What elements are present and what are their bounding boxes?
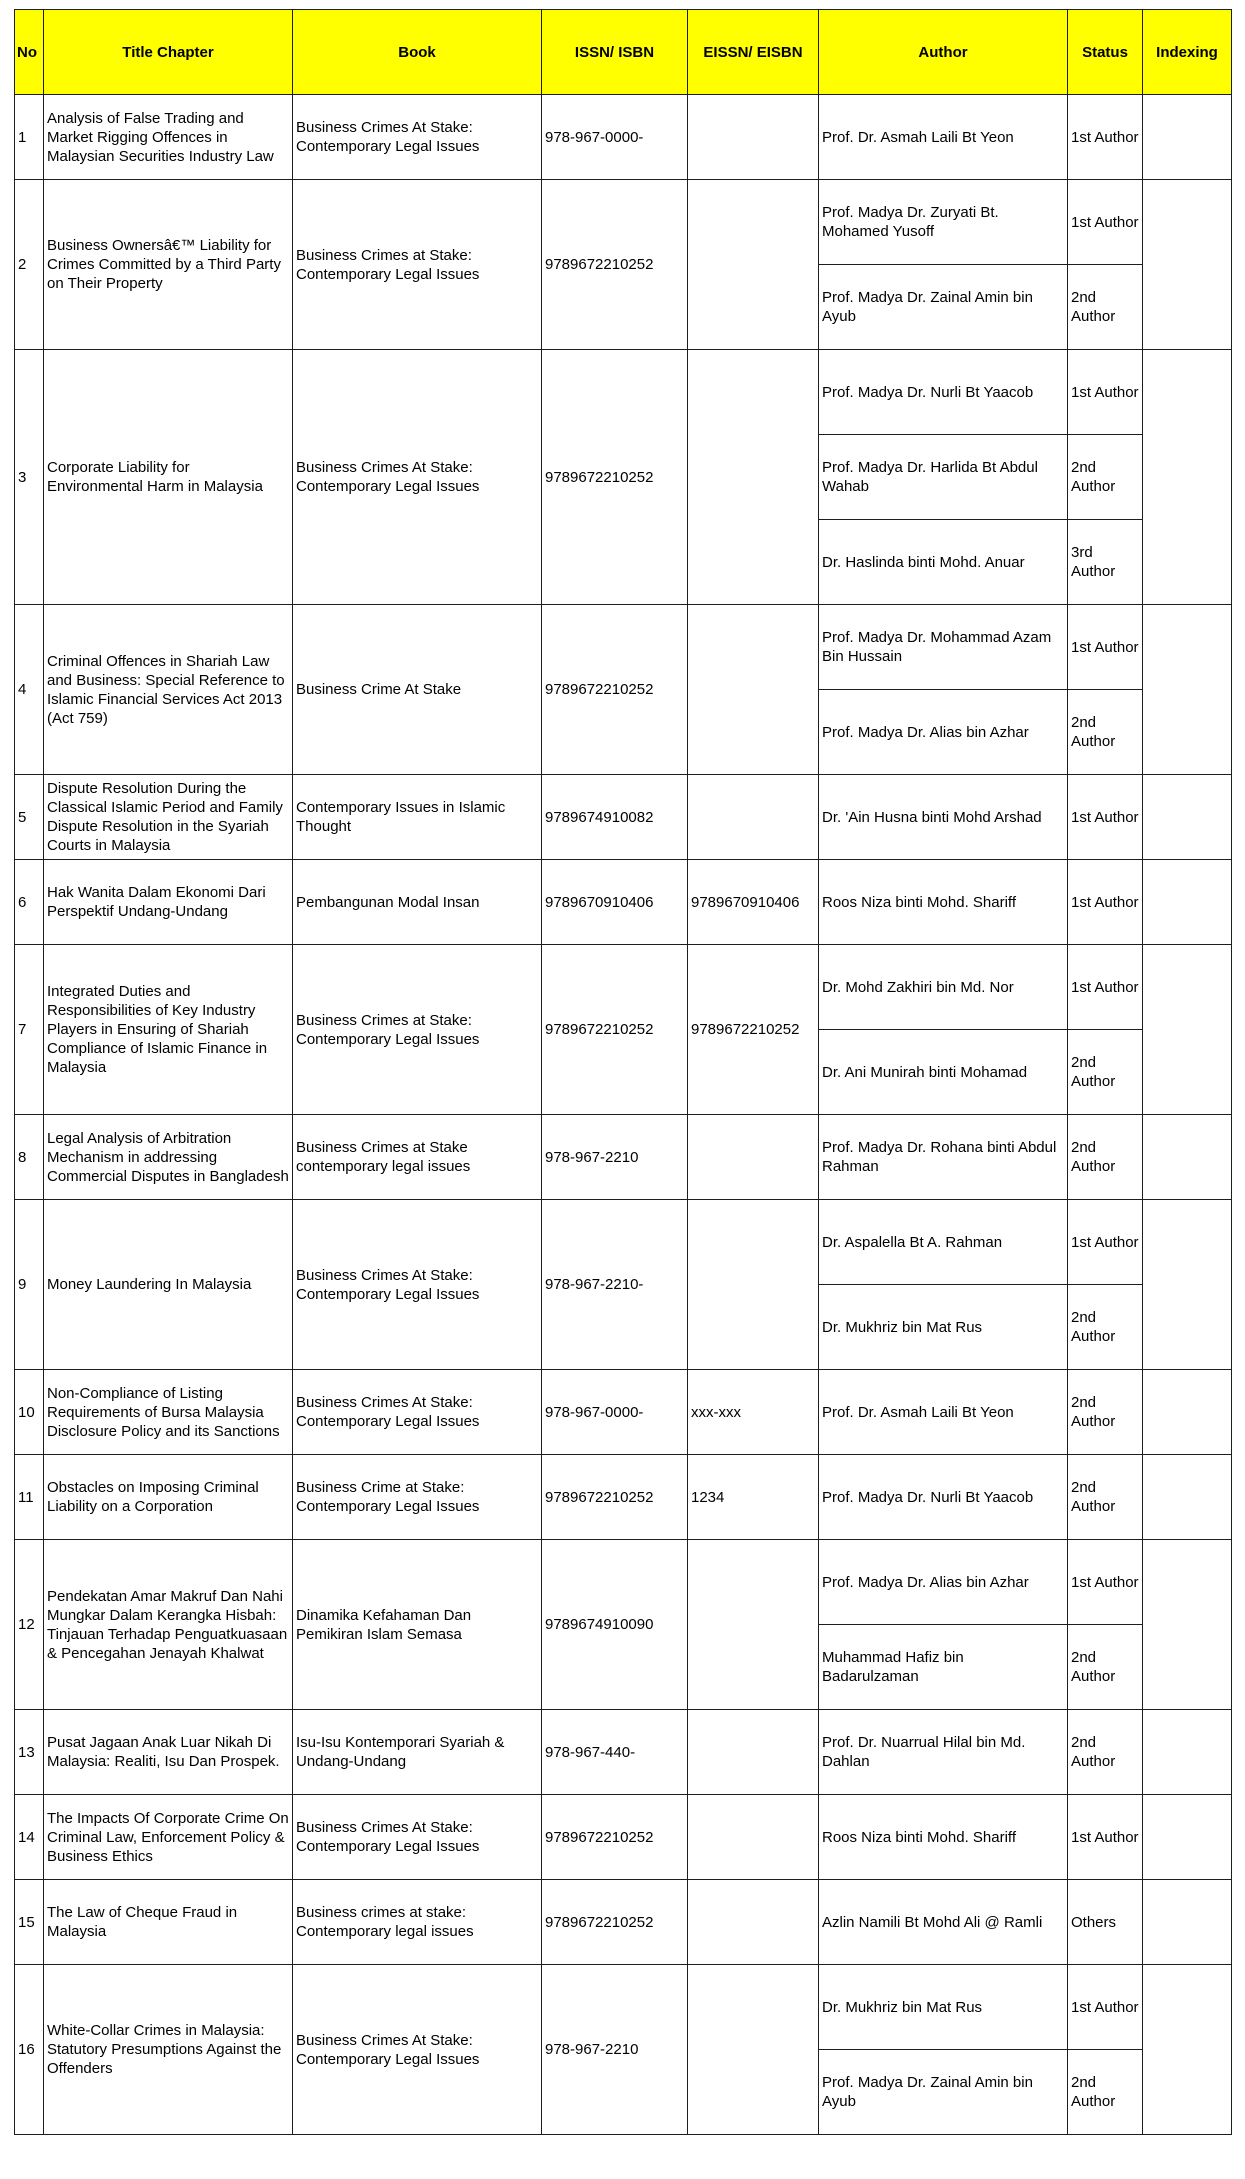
- book-title: Isu-Isu Kontemporari Syariah & Undang-Undang: [293, 1710, 542, 1795]
- indexing: [1143, 1880, 1232, 1965]
- author-status: 3rd Author: [1068, 520, 1143, 605]
- indexing: [1143, 1795, 1232, 1880]
- author-status: 2nd Author: [1068, 2050, 1143, 2135]
- author-status: 1st Author: [1068, 1200, 1143, 1285]
- author-name: Dr. 'Ain Husna binti Mohd Arshad: [819, 775, 1068, 860]
- eissn-eisbn: [688, 1710, 819, 1795]
- indexing: [1143, 1115, 1232, 1200]
- author-status: 1st Author: [1068, 605, 1143, 690]
- eissn-eisbn: [688, 605, 819, 775]
- table-row: [15, 775, 1232, 860]
- author-name: Dr. Mohd Zakhiri bin Md. Nor: [819, 945, 1068, 1030]
- author-name: Prof. Dr. Nuarrual Hilal bin Md. Dahlan: [819, 1710, 1068, 1795]
- chapter-title: Pendekatan Amar Makruf Dan Nahi Mungkar Dalam Kerangka Hisbah: Tinjauan Terhadap Penguatkuasaan & Pencegahan Jenayah Khalwat: [44, 1540, 293, 1710]
- book-title: Business Crimes At Stake: Contemporary Legal Issues: [293, 1200, 542, 1370]
- author-status: 2nd Author: [1068, 1285, 1143, 1370]
- book-title: Business Crimes at Stake: Contemporary Legal Issues: [293, 945, 542, 1115]
- book-title: Business crimes at stake: Contemporary legal issues: [293, 1880, 542, 1965]
- row-number: 11: [15, 1455, 44, 1540]
- book-title: Business Crimes At Stake: Contemporary Legal Issues: [293, 1795, 542, 1880]
- row-number: 1: [15, 95, 44, 180]
- author-status: 1st Author: [1068, 945, 1143, 1030]
- indexing: [1143, 180, 1232, 350]
- author-name: Prof. Dr. Asmah Laili Bt Yeon: [819, 95, 1068, 180]
- chapter-title: Pusat Jagaan Anak Luar Nikah Di Malaysia: Realiti, Isu Dan Prospek.: [44, 1710, 293, 1795]
- issn-isbn: 978-967-0000-: [542, 1370, 688, 1455]
- issn-isbn: 9789674910090: [542, 1540, 688, 1710]
- header-author: Author: [819, 10, 1068, 95]
- chapter-title: Analysis of False Trading and Market Rigging Offences in Malaysian Securities Industry Law: [44, 95, 293, 180]
- author-name: Dr. Aspalella Bt A. Rahman: [819, 1200, 1068, 1285]
- author-name: Prof. Madya Dr. Rohana binti Abdul Rahman: [819, 1115, 1068, 1200]
- issn-isbn: 978-967-2210-: [542, 1200, 688, 1370]
- chapter-title: White-Collar Crimes in Malaysia: Statutory Presumptions Against the Offenders: [44, 1965, 293, 2135]
- author-status: 2nd Author: [1068, 1115, 1143, 1200]
- table-row: [15, 1880, 1232, 1965]
- table-row: [15, 1370, 1232, 1455]
- author-name: Prof. Madya Dr. Zainal Amin bin Ayub: [819, 265, 1068, 350]
- header-title-chapter: Title Chapter: [44, 10, 293, 95]
- author-status: 2nd Author: [1068, 690, 1143, 775]
- chapter-title: Corporate Liability for Environmental Harm in Malaysia: [44, 350, 293, 605]
- author-status: 2nd Author: [1068, 1625, 1143, 1710]
- book-title: Business Crimes At Stake: Contemporary Legal Issues: [293, 350, 542, 605]
- eissn-eisbn: [688, 1115, 819, 1200]
- table-row: [15, 1115, 1232, 1200]
- indexing: [1143, 1200, 1232, 1370]
- author-name: Azlin Namili Bt Mohd Ali @ Ramli: [819, 1880, 1068, 1965]
- chapter-title: Dispute Resolution During the Classical Islamic Period and Family Dispute Resolution in the Syariah Courts in Malaysia: [44, 775, 293, 860]
- book-title: Business Crime At Stake: [293, 605, 542, 775]
- row-number: 16: [15, 1965, 44, 2135]
- table-row: [15, 1965, 1232, 2050]
- indexing: [1143, 1540, 1232, 1710]
- row-number: 3: [15, 350, 44, 605]
- header-eissn-eisbn: EISSN/ EISBN: [688, 10, 819, 95]
- author-name: Prof. Madya Dr. Harlida Bt Abdul Wahab: [819, 435, 1068, 520]
- table-row: [15, 860, 1232, 945]
- indexing: [1143, 775, 1232, 860]
- chapter-title: Money Laundering In Malaysia: [44, 1200, 293, 1370]
- author-status: 2nd Author: [1068, 1455, 1143, 1540]
- eissn-eisbn: 1234: [688, 1455, 819, 1540]
- table-row: [15, 180, 1232, 265]
- book-title: Dinamika Kefahaman Dan Pemikiran Islam Semasa: [293, 1540, 542, 1710]
- row-number: 12: [15, 1540, 44, 1710]
- author-name: Prof. Madya Dr. Nurli Bt Yaacob: [819, 1455, 1068, 1540]
- author-name: Muhammad Hafiz bin Badarulzaman: [819, 1625, 1068, 1710]
- author-status: 1st Author: [1068, 350, 1143, 435]
- chapter-title: Legal Analysis of Arbitration Mechanism in addressing Commercial Disputes in Bangladesh: [44, 1115, 293, 1200]
- eissn-eisbn: [688, 1795, 819, 1880]
- issn-isbn: 9789672210252: [542, 1795, 688, 1880]
- issn-isbn: 978-967-2210: [542, 1965, 688, 2135]
- row-number: 8: [15, 1115, 44, 1200]
- book-title: Business Crimes at Stake contemporary legal issues: [293, 1115, 542, 1200]
- author-status: 2nd Author: [1068, 1030, 1143, 1115]
- author-name: Prof. Madya Dr. Zainal Amin bin Ayub: [819, 2050, 1068, 2135]
- issn-isbn: 978-967-0000-: [542, 95, 688, 180]
- book-title: Pembangunan Modal Insan: [293, 860, 542, 945]
- author-name: Prof. Madya Dr. Nurli Bt Yaacob: [819, 350, 1068, 435]
- author-name: Dr. Ani Munirah binti Mohamad: [819, 1030, 1068, 1115]
- author-name: Prof. Madya Dr. Alias bin Azhar: [819, 1540, 1068, 1625]
- author-name: Prof. Dr. Asmah Laili Bt Yeon: [819, 1370, 1068, 1455]
- publications-table: [14, 9, 1232, 2135]
- table-row: [15, 1710, 1232, 1795]
- chapter-title: Hak Wanita Dalam Ekonomi Dari Perspektif Undang-Undang: [44, 860, 293, 945]
- eissn-eisbn: [688, 95, 819, 180]
- author-status: 1st Author: [1068, 1540, 1143, 1625]
- author-status: 1st Author: [1068, 1965, 1143, 2050]
- book-title: Business Crimes At Stake: Contemporary Legal Issues: [293, 1965, 542, 2135]
- chapter-title: The Law of Cheque Fraud in Malaysia: [44, 1880, 293, 1965]
- eissn-eisbn: [688, 1540, 819, 1710]
- indexing: [1143, 605, 1232, 775]
- author-status: 2nd Author: [1068, 1370, 1143, 1455]
- eissn-eisbn: [688, 1200, 819, 1370]
- header-no: No: [15, 10, 44, 95]
- author-status: 1st Author: [1068, 180, 1143, 265]
- author-status: 1st Author: [1068, 1795, 1143, 1880]
- indexing: [1143, 1965, 1232, 2135]
- issn-isbn: 9789674910082: [542, 775, 688, 860]
- table-row: [15, 1540, 1232, 1625]
- header-status: Status: [1068, 10, 1143, 95]
- author-status: 1st Author: [1068, 775, 1143, 860]
- chapter-title: Integrated Duties and Responsibilities of Key Industry Players in Ensuring of Shariah Compliance of Islamic Finance in Malaysia: [44, 945, 293, 1115]
- chapter-title: Criminal Offences in Shariah Law and Business: Special Reference to Islamic Financial Services Act 2013 (Act 759): [44, 605, 293, 775]
- table-row: [15, 1795, 1232, 1880]
- table-row: [15, 1200, 1232, 1285]
- row-number: 9: [15, 1200, 44, 1370]
- eissn-eisbn: xxx-xxx: [688, 1370, 819, 1455]
- book-title: Business Crime at Stake: Contemporary Legal Issues: [293, 1455, 542, 1540]
- indexing: [1143, 1710, 1232, 1795]
- row-number: 15: [15, 1880, 44, 1965]
- author-name: Roos Niza binti Mohd. Shariff: [819, 860, 1068, 945]
- book-title: Contemporary Issues in Islamic Thought: [293, 775, 542, 860]
- author-status: 2nd Author: [1068, 1710, 1143, 1795]
- chapter-title: The Impacts Of Corporate Crime On Criminal Law, Enforcement Policy & Business Ethics: [44, 1795, 293, 1880]
- issn-isbn: 978-967-440-: [542, 1710, 688, 1795]
- author-name: Prof. Madya Dr. Zuryati Bt. Mohamed Yusoff: [819, 180, 1068, 265]
- issn-isbn: 9789670910406: [542, 860, 688, 945]
- header-book: Book: [293, 10, 542, 95]
- indexing: [1143, 945, 1232, 1115]
- eissn-eisbn: 9789670910406: [688, 860, 819, 945]
- indexing: [1143, 1370, 1232, 1455]
- author-name: Dr. Mukhriz bin Mat Rus: [819, 1285, 1068, 1370]
- table-row: [15, 945, 1232, 1030]
- author-status: 2nd Author: [1068, 435, 1143, 520]
- row-number: 6: [15, 860, 44, 945]
- author-status: 2nd Author: [1068, 265, 1143, 350]
- eissn-eisbn: [688, 180, 819, 350]
- table-body: [15, 95, 1232, 2135]
- row-number: 2: [15, 180, 44, 350]
- table-row: [15, 95, 1232, 180]
- issn-isbn: 9789672210252: [542, 945, 688, 1115]
- author-name: Prof. Madya Dr. Alias bin Azhar: [819, 690, 1068, 775]
- book-title: Business Crimes at Stake: Contemporary Legal Issues: [293, 180, 542, 350]
- indexing: [1143, 1455, 1232, 1540]
- indexing: [1143, 95, 1232, 180]
- row-number: 4: [15, 605, 44, 775]
- indexing: [1143, 860, 1232, 945]
- issn-isbn: 9789672210252: [542, 180, 688, 350]
- issn-isbn: 9789672210252: [542, 605, 688, 775]
- row-number: 5: [15, 775, 44, 860]
- eissn-eisbn: [688, 1965, 819, 2135]
- row-number: 14: [15, 1795, 44, 1880]
- book-title: Business Crimes At Stake: Contemporary Legal Issues: [293, 1370, 542, 1455]
- row-number: 13: [15, 1710, 44, 1795]
- author-status: 1st Author: [1068, 95, 1143, 180]
- chapter-title: Business Ownersâ€™ Liability for Crimes Committed by a Third Party on Their Property: [44, 180, 293, 350]
- eissn-eisbn: [688, 350, 819, 605]
- issn-isbn: 9789672210252: [542, 350, 688, 605]
- author-status: 1st Author: [1068, 860, 1143, 945]
- table-row: [15, 1455, 1232, 1540]
- chapter-title: Obstacles on Imposing Criminal Liability on a Corporation: [44, 1455, 293, 1540]
- header-indexing: Indexing: [1143, 10, 1232, 95]
- table-row: [15, 350, 1232, 435]
- table-row: [15, 605, 1232, 690]
- eissn-eisbn: [688, 775, 819, 860]
- eissn-eisbn: 9789672210252: [688, 945, 819, 1115]
- author-name: Prof. Madya Dr. Mohammad Azam Bin Hussain: [819, 605, 1068, 690]
- author-name: Dr. Mukhriz bin Mat Rus: [819, 1965, 1068, 2050]
- row-number: 10: [15, 1370, 44, 1455]
- author-name: Roos Niza binti Mohd. Shariff: [819, 1795, 1068, 1880]
- header-issn-isbn: ISSN/ ISBN: [542, 10, 688, 95]
- header-row: [15, 10, 1232, 95]
- eissn-eisbn: [688, 1880, 819, 1965]
- row-number: 7: [15, 945, 44, 1115]
- issn-isbn: 978-967-2210: [542, 1115, 688, 1200]
- author-name: Dr. Haslinda binti Mohd. Anuar: [819, 520, 1068, 605]
- author-status: Others: [1068, 1880, 1143, 1965]
- indexing: [1143, 350, 1232, 605]
- issn-isbn: 9789672210252: [542, 1455, 688, 1540]
- chapter-title: Non-Compliance of Listing Requirements of Bursa Malaysia Disclosure Policy and its Sanctions: [44, 1370, 293, 1455]
- issn-isbn: 9789672210252: [542, 1880, 688, 1965]
- book-title: Business Crimes At Stake: Contemporary Legal Issues: [293, 95, 542, 180]
